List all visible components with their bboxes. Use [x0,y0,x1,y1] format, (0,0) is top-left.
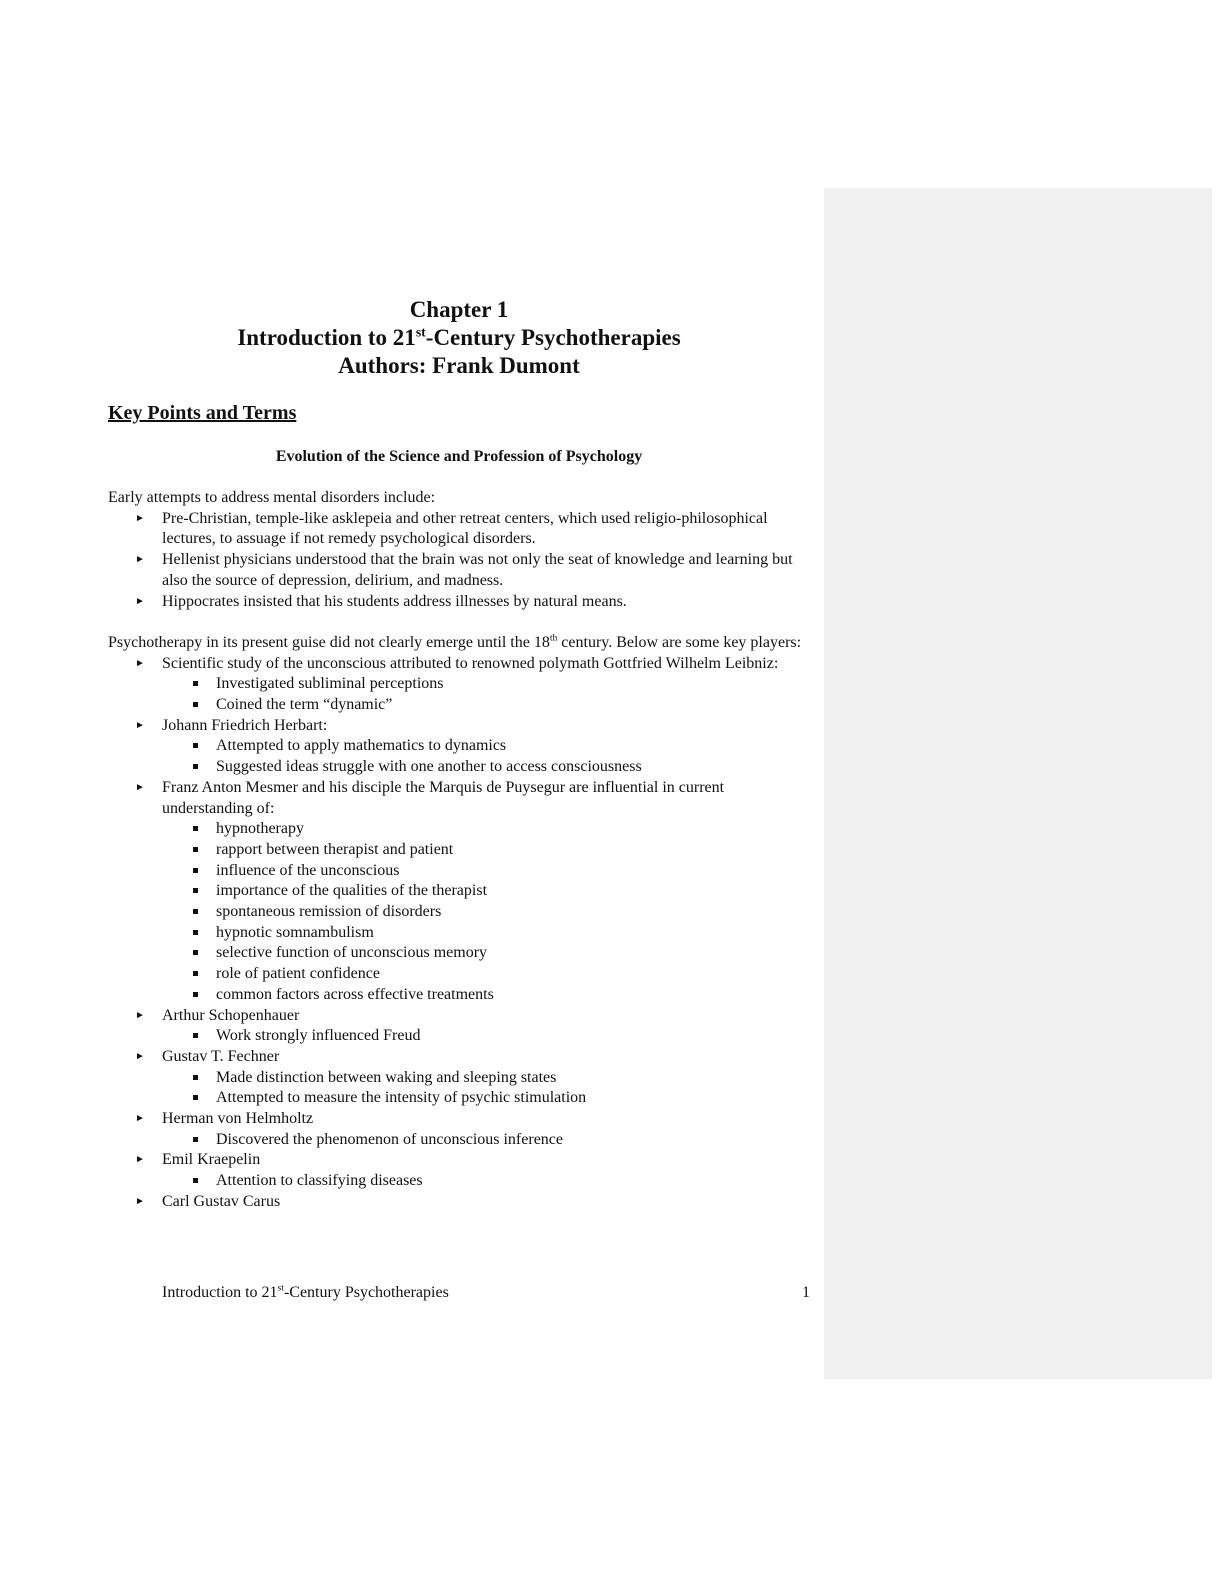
square-bullet-icon [193,930,198,935]
chapter-title-prefix: Introduction to 21 [237,325,416,350]
key-player-point-text: rapport between therapist and patient [216,840,454,858]
key-player-point [108,985,810,1006]
key-player-point [108,736,810,757]
key-player-point [108,1068,810,1089]
key-player-point-text: hypnotherapy [216,820,304,838]
key-player-item [108,778,810,1006]
key-player-point-text: Attention to classifying diseases [216,1172,423,1190]
chapter-title [108,324,810,352]
key-player-item-text: Herman von Helmholtz [162,1110,314,1128]
section-heading: Evolution of the Science and Profession of Psychology [275,448,643,465]
square-bullet-icon [193,743,198,748]
square-bullet-icon [193,1075,198,1080]
key-player-item [108,1109,810,1150]
square-bullet-icon [193,826,198,831]
footer-suffix: -Century Psychotherapies [283,1284,449,1301]
early-attempt-item [108,550,810,591]
early-attempt-item-text: Hellenist physicians understood that the brain was not only the seat of knowledge and learning but also the source of depression, delirium, and madness. [162,551,793,589]
square-bullet-icon [193,992,198,997]
key-player-item [108,1150,810,1191]
square-bullet-icon [193,868,198,873]
key-player-item-text: Gustav T. Fechner [162,1047,280,1065]
key-player-point-text: role of patient confidence [216,965,380,983]
early-attempt-item [108,509,810,550]
key-player-point-text: Attempted to measure the intensity of psychic stimulation [216,1089,587,1107]
key-player-point-text: spontaneous remission of disorders [216,903,442,921]
key-player-point [108,695,810,716]
intro-paragraph-1: Early attempts to address mental disorders include: [108,489,436,506]
arrow-bullet-icon: ► [135,1154,145,1166]
key-player-point [108,881,810,902]
arrow-bullet-icon: ► [135,781,145,793]
key-player-point [108,923,810,944]
key-player-point-text: influence of the unconscious [216,861,400,879]
key-player-item-text: Johann Friedrich Herbart: [162,716,328,734]
key-player-item-text: Scientific study of the unconscious attributed to renowned polymath Gottfried Wilhelm Leibniz: [162,654,779,672]
key-player-point [108,1088,810,1109]
key-player-point [108,1130,810,1151]
chapter-authors: Authors: Frank Dumont [338,353,580,378]
key-player-point [108,674,810,695]
square-bullet-icon [193,681,198,686]
square-bullet-icon [193,1137,198,1142]
chapter-title-block [108,296,810,380]
intro-paragraph-2 [108,633,810,654]
early-attempt-item [108,592,810,613]
chapter-label: Chapter 1 [409,297,509,322]
early-attempt-item-text: Pre-Christian, temple-like asklepeia and other retreat centers, which used religio-philosophical lectures, to assuage if not remedy psychological disorders. [162,509,768,548]
key-player-point-text: Made distinction between waking and sleeping states [216,1068,557,1086]
key-player-points [108,1171,810,1192]
paragraph-spacer [108,612,810,633]
key-player-item [108,1192,810,1213]
key-players-list [108,654,810,1213]
key-player-point-text: hypnotic somnambulism [216,923,374,941]
square-bullet-icon [193,971,198,976]
key-player-point-text: Investigated subliminal perceptions [216,675,444,693]
square-bullet-icon [193,950,198,955]
key-player-points [108,819,810,1005]
comment-pane [824,188,1212,1379]
square-bullet-icon [193,1033,198,1038]
key-player-point [108,757,810,778]
key-player-item-text: Franz Anton Mesmer and his disciple the Marquis de Puysegur are influential in current understanding of: [162,778,725,817]
square-bullet-icon [193,847,198,852]
arrow-bullet-icon: ► [135,1050,145,1062]
square-bullet-icon [193,1095,198,1100]
page-number: 1 [802,1284,810,1301]
square-bullet-icon [193,909,198,914]
square-bullet-icon [193,702,198,707]
intro-2-sup: th [549,632,558,644]
square-bullet-icon [193,1178,198,1183]
key-player-item [108,716,810,778]
arrow-bullet-icon: ► [135,595,145,607]
key-player-point-text: Suggested ideas struggle with one another to access consciousness [216,758,642,776]
early-attempt-item-text: Hippocrates insisted that his students address illnesses by natural means. [162,592,627,610]
footer-sup: st [277,1282,284,1294]
key-player-point [108,902,810,923]
document-body [108,488,810,1213]
key-player-point [108,819,810,840]
intro-2-prefix: Psychotherapy in its present guise did not clearly emerge until the 18 [108,633,550,651]
key-player-item-text: Arthur Schopenhauer [162,1006,300,1024]
key-player-points [108,1068,810,1109]
early-attempts-list [108,509,810,613]
key-player-point [108,1171,810,1192]
arrow-bullet-icon: ► [135,1009,145,1021]
key-player-point [108,943,810,964]
chapter-title-suffix: -Century Psychotherapies [425,325,681,350]
key-player-item [108,1047,810,1109]
key-player-item [108,654,810,716]
square-bullet-icon [193,764,198,769]
key-player-point-text: Discovered the phenomenon of unconscious inference [216,1130,563,1148]
key-player-point-text: Attempted to apply mathematics to dynamics [216,737,507,755]
key-points-heading: Key Points and Terms [108,402,297,424]
chapter-title-sup: st [415,324,426,340]
intro-2-suffix: century. Below are some key players: [557,633,802,651]
key-player-item-text: Carl Gustav Carus [162,1192,281,1210]
arrow-bullet-icon: ► [135,1113,145,1125]
key-player-item [108,1006,810,1047]
key-player-point-text: Work strongly influenced Freud [216,1027,421,1045]
key-player-points [108,736,810,777]
footer-prefix: Introduction to 21 [162,1284,278,1301]
key-player-point [108,861,810,882]
arrow-bullet-icon: ► [135,512,145,524]
key-player-points [108,1026,810,1047]
key-player-point-text: importance of the qualities of the therapist [216,882,488,900]
page-footer [162,1283,449,1303]
key-player-point-text: common factors across effective treatments [216,985,494,1003]
key-player-point-text: Coined the term “dynamic” [216,696,393,714]
key-player-point [108,840,810,861]
square-bullet-icon [193,888,198,893]
key-player-point [108,1026,810,1047]
arrow-bullet-icon: ► [135,1195,145,1207]
key-player-points [108,1130,810,1151]
key-player-points [108,674,810,715]
arrow-bullet-icon: ► [135,554,145,566]
arrow-bullet-icon: ► [135,657,145,669]
arrow-bullet-icon: ► [135,719,145,731]
key-player-item-text: Emil Kraepelin [162,1151,261,1169]
key-player-point-text: selective function of unconscious memory [216,944,488,962]
key-player-point [108,964,810,985]
